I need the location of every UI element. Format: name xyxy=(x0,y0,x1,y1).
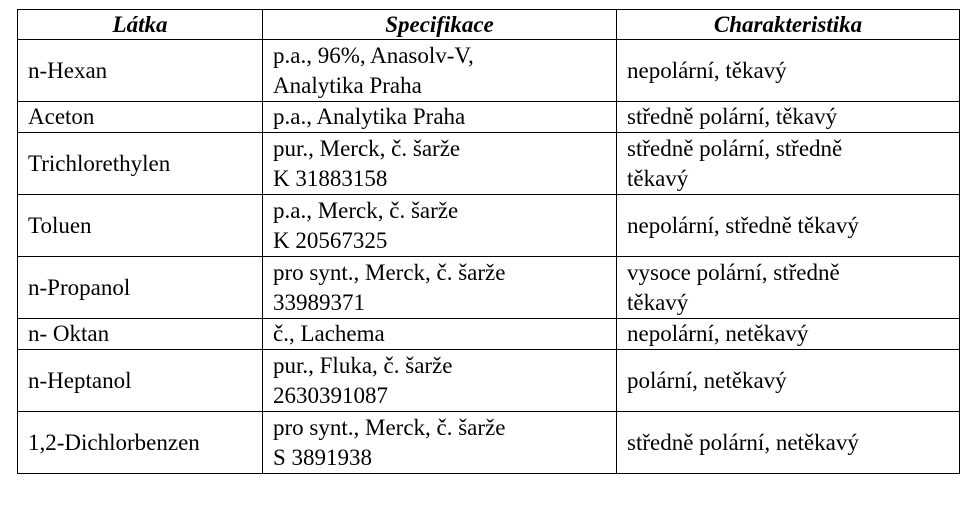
table-row xyxy=(18,350,960,412)
specification-line: S 3891938 xyxy=(273,444,373,470)
table-row xyxy=(18,40,960,102)
characteristic-line: těkavý xyxy=(627,289,689,315)
specification-line: p.a., 96%, Anasolv-V, xyxy=(273,42,474,68)
cell-substance: Trichlorethylen xyxy=(18,133,263,195)
cell-substance: 1,2-Dichlorbenzen xyxy=(18,412,263,474)
cell-characteristic xyxy=(617,257,960,319)
specification-line: pur., Fluka, č. šarže xyxy=(273,352,453,378)
cell-characteristic xyxy=(617,133,960,195)
header-specification: Specifikace xyxy=(263,10,617,40)
table-row xyxy=(18,319,960,350)
table-row xyxy=(18,102,960,133)
characteristic-line: nepolární, těkavý xyxy=(627,57,787,83)
specification-line: Analytika Praha xyxy=(273,72,422,98)
table-row xyxy=(18,133,960,195)
cell-substance: Aceton xyxy=(18,102,263,133)
cell-substance: n-Propanol xyxy=(18,257,263,319)
cell-characteristic xyxy=(617,319,960,350)
cell-characteristic xyxy=(617,195,960,257)
characteristic-line: středně polární, netěkavý xyxy=(627,429,859,455)
specification-line: 2630391087 xyxy=(273,382,388,408)
specification-line: p.a., Analytika Praha xyxy=(273,104,466,129)
cell-substance: n-Heptanol xyxy=(18,350,263,412)
table-row xyxy=(18,257,960,319)
header-substance: Látka xyxy=(18,10,263,40)
characteristic-line: středně polární, středně xyxy=(627,135,843,161)
cell-substance: n- Oktan xyxy=(18,319,263,350)
header-row xyxy=(18,10,960,40)
specification-line: č., Lachema xyxy=(273,321,385,346)
cell-specification xyxy=(263,195,617,257)
specification-line: 33989371 xyxy=(273,289,365,315)
specification-line: p.a., Merck, č. šarže xyxy=(273,197,459,223)
cell-specification xyxy=(263,133,617,195)
table-body xyxy=(18,40,960,474)
specification-line: K 20567325 xyxy=(273,227,388,253)
cell-substance: n-Hexan xyxy=(18,40,263,102)
characteristic-line: nepolární, středně těkavý xyxy=(627,212,859,238)
cell-specification xyxy=(263,319,617,350)
cell-specification xyxy=(263,40,617,102)
specification-line: pur., Merck, č. šarže xyxy=(273,135,461,161)
cell-specification xyxy=(263,257,617,319)
table-row xyxy=(18,412,960,474)
characteristic-line: středně polární, těkavý xyxy=(627,104,838,129)
cell-characteristic xyxy=(617,350,960,412)
characteristic-line: vysoce polární, středně xyxy=(627,259,840,285)
header-characteristic: Charakteristika xyxy=(617,10,960,40)
solvents-table xyxy=(17,9,960,474)
cell-substance: Toluen xyxy=(18,195,263,257)
table-header xyxy=(18,10,960,40)
cell-specification xyxy=(263,412,617,474)
table-row xyxy=(18,195,960,257)
cell-specification xyxy=(263,102,617,133)
cell-characteristic xyxy=(617,102,960,133)
specification-line: pro synt., Merck, č. šarže xyxy=(273,259,506,285)
characteristic-line: těkavý xyxy=(627,165,689,191)
cell-specification xyxy=(263,350,617,412)
characteristic-line: nepolární, netěkavý xyxy=(627,321,809,346)
cell-characteristic xyxy=(617,40,960,102)
specification-line: pro synt., Merck, č. šarže xyxy=(273,414,506,440)
specification-line: K 31883158 xyxy=(273,165,388,191)
characteristic-line: polární, netěkavý xyxy=(627,367,787,393)
cell-characteristic xyxy=(617,412,960,474)
